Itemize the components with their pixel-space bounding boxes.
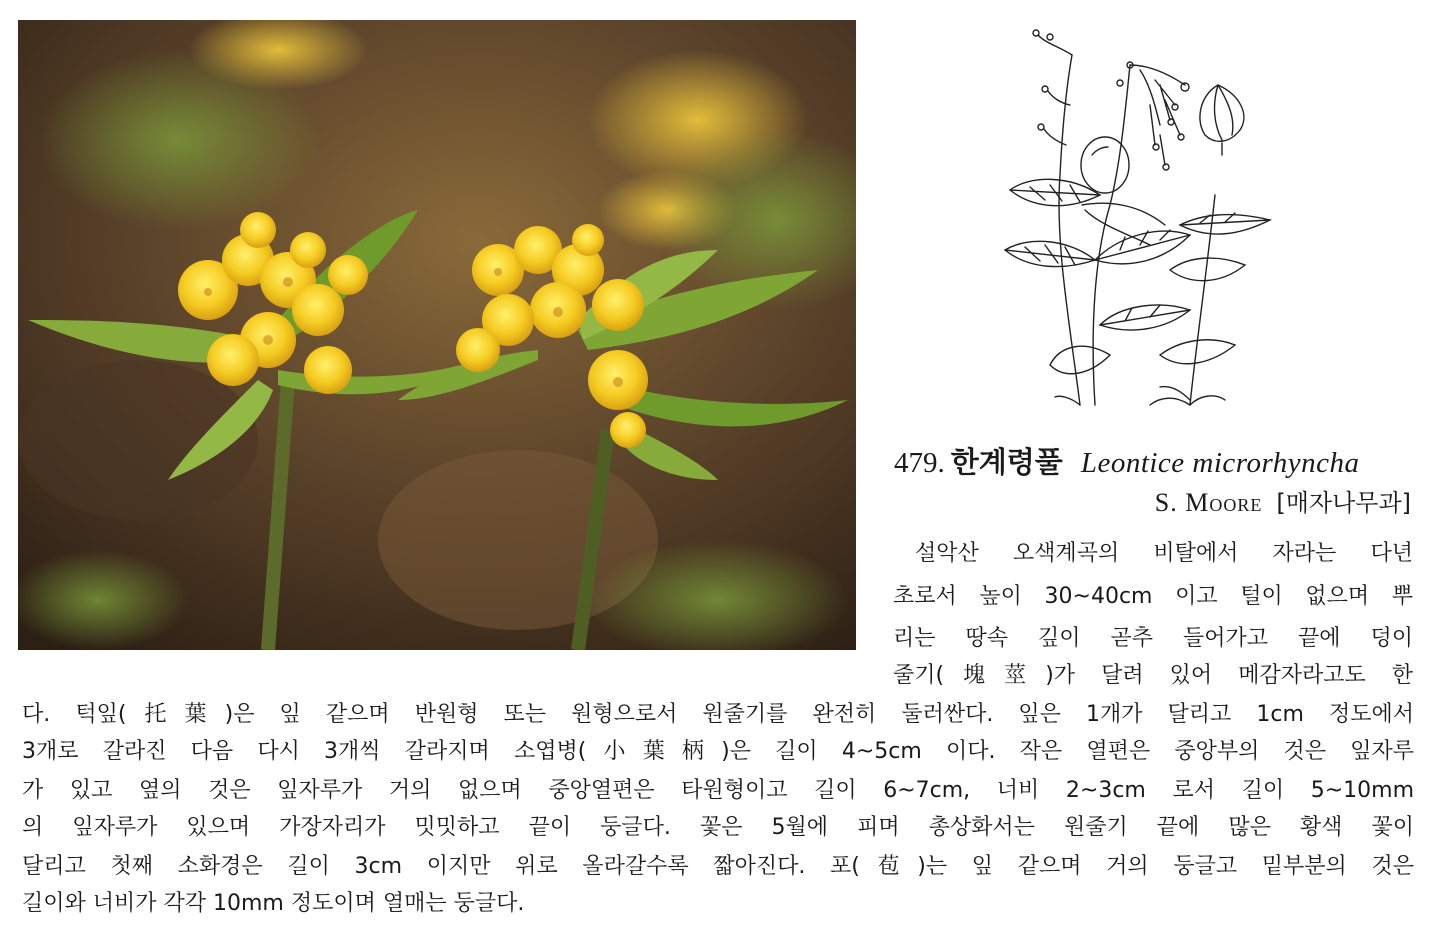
description-line: 리는 땅속 깊이 곧추 들어가고 끝에 덩이	[893, 626, 1413, 651]
species-heading	[894, 440, 1414, 481]
botanical-illustration	[1000, 25, 1290, 410]
description-line: 길이와 너비가 각각 10mm 정도이며 열매는 둥글다.	[22, 891, 525, 916]
description-line: 달리고 첫째 소화경은 길이 3cm 이지만 위로 올라갈수록 짧아진다. 포(苞)는 잎 같으며 거의 둥글고 밑부분의 것은	[22, 854, 1414, 879]
description-line: 다. 턱잎(托葉)은 잎 같으며 반원형 또는 원형으로서 원줄기를 완전히 둘러싼다. 잎은 1개가 달리고 1cm 정도에서	[22, 702, 1414, 727]
description-line: 3개로 갈라진 다음 다시 3개씩 갈라지며 소엽병(小葉柄)은 길이 4~5cm 이다. 작은 열편은 중앙부의 것은 잎자루	[22, 739, 1414, 764]
author-family-line	[1155, 483, 1411, 518]
description-line: 의 잎자루가 있으며 가장자리가 밋밋하고 끝이 둥글다. 꽃은 5월에 피며 총상화서는 원줄기 끝에 많은 황색 꽃이	[22, 815, 1414, 840]
description-line: 가 있고 옆의 것은 잎자루가 거의 없으며 중앙열편은 타원형이고 길이 6~7cm, 너비 2~3cm 로서 길이 5~10mm	[22, 778, 1414, 803]
family-name: [매자나무과]	[1276, 489, 1411, 517]
plant-photo	[18, 20, 856, 650]
description-line: 초로서 높이 30~40cm 이고 털이 없으며 뿌	[893, 584, 1413, 609]
description-line: 설악산 오색계곡의 비탈에서 자라는 다년	[915, 541, 1413, 566]
description-line: 줄기(塊莖)가 달려 있어 메감자라고도 한	[893, 663, 1413, 688]
author-name: S. Moore	[1154, 488, 1263, 517]
entry-number: 479.	[894, 447, 945, 479]
korean-name: 한계령풀	[950, 445, 1063, 479]
scientific-name: Leontice microrhyncha	[1080, 447, 1360, 479]
